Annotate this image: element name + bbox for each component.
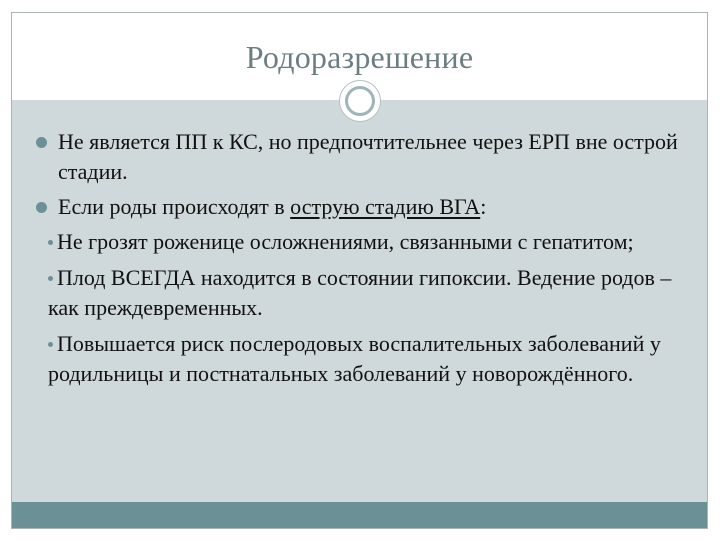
bullet-list [30,127,700,395]
sub-bullet-item [30,227,700,257]
sub-bullet-dot-icon [48,240,53,245]
bullet-dot-icon [36,202,47,213]
sub-bullet-text: Плод ВСЕГДА находится в состоянии гипоксии. Ведение родов – как преждевременных. [48,265,672,320]
bullet-item [30,127,700,187]
slide-title: Родоразрешение [245,39,474,75]
sub-bullet-dot-icon [48,342,53,347]
sub-bullet-text: Повышается риск послеродовых воспалительных заболеваний у родильницы и постнатальных заболеваний у новорождённого. [48,331,661,386]
circle-ornament-icon [339,80,381,122]
sub-bullet-item [30,329,700,389]
bullet-item [30,192,700,222]
bullet-text-tail: : [480,194,487,219]
bullet-text: Если роды происходят в [58,194,291,219]
footer-band [12,502,707,528]
bullet-text: Не является ПП к КС, но предпочтительнее через ЕРП вне острой стадии. [58,129,678,184]
sub-bullet-dot-icon [48,276,53,281]
bullet-dot-icon [36,137,47,148]
ring-icon [345,86,375,116]
sub-bullet-item [30,263,700,323]
bullet-underlined-text: острую стадию ВГА [290,194,481,219]
sub-bullet-text: Не грозят роженице осложнениями, связанными с гепатитом; [57,229,634,254]
